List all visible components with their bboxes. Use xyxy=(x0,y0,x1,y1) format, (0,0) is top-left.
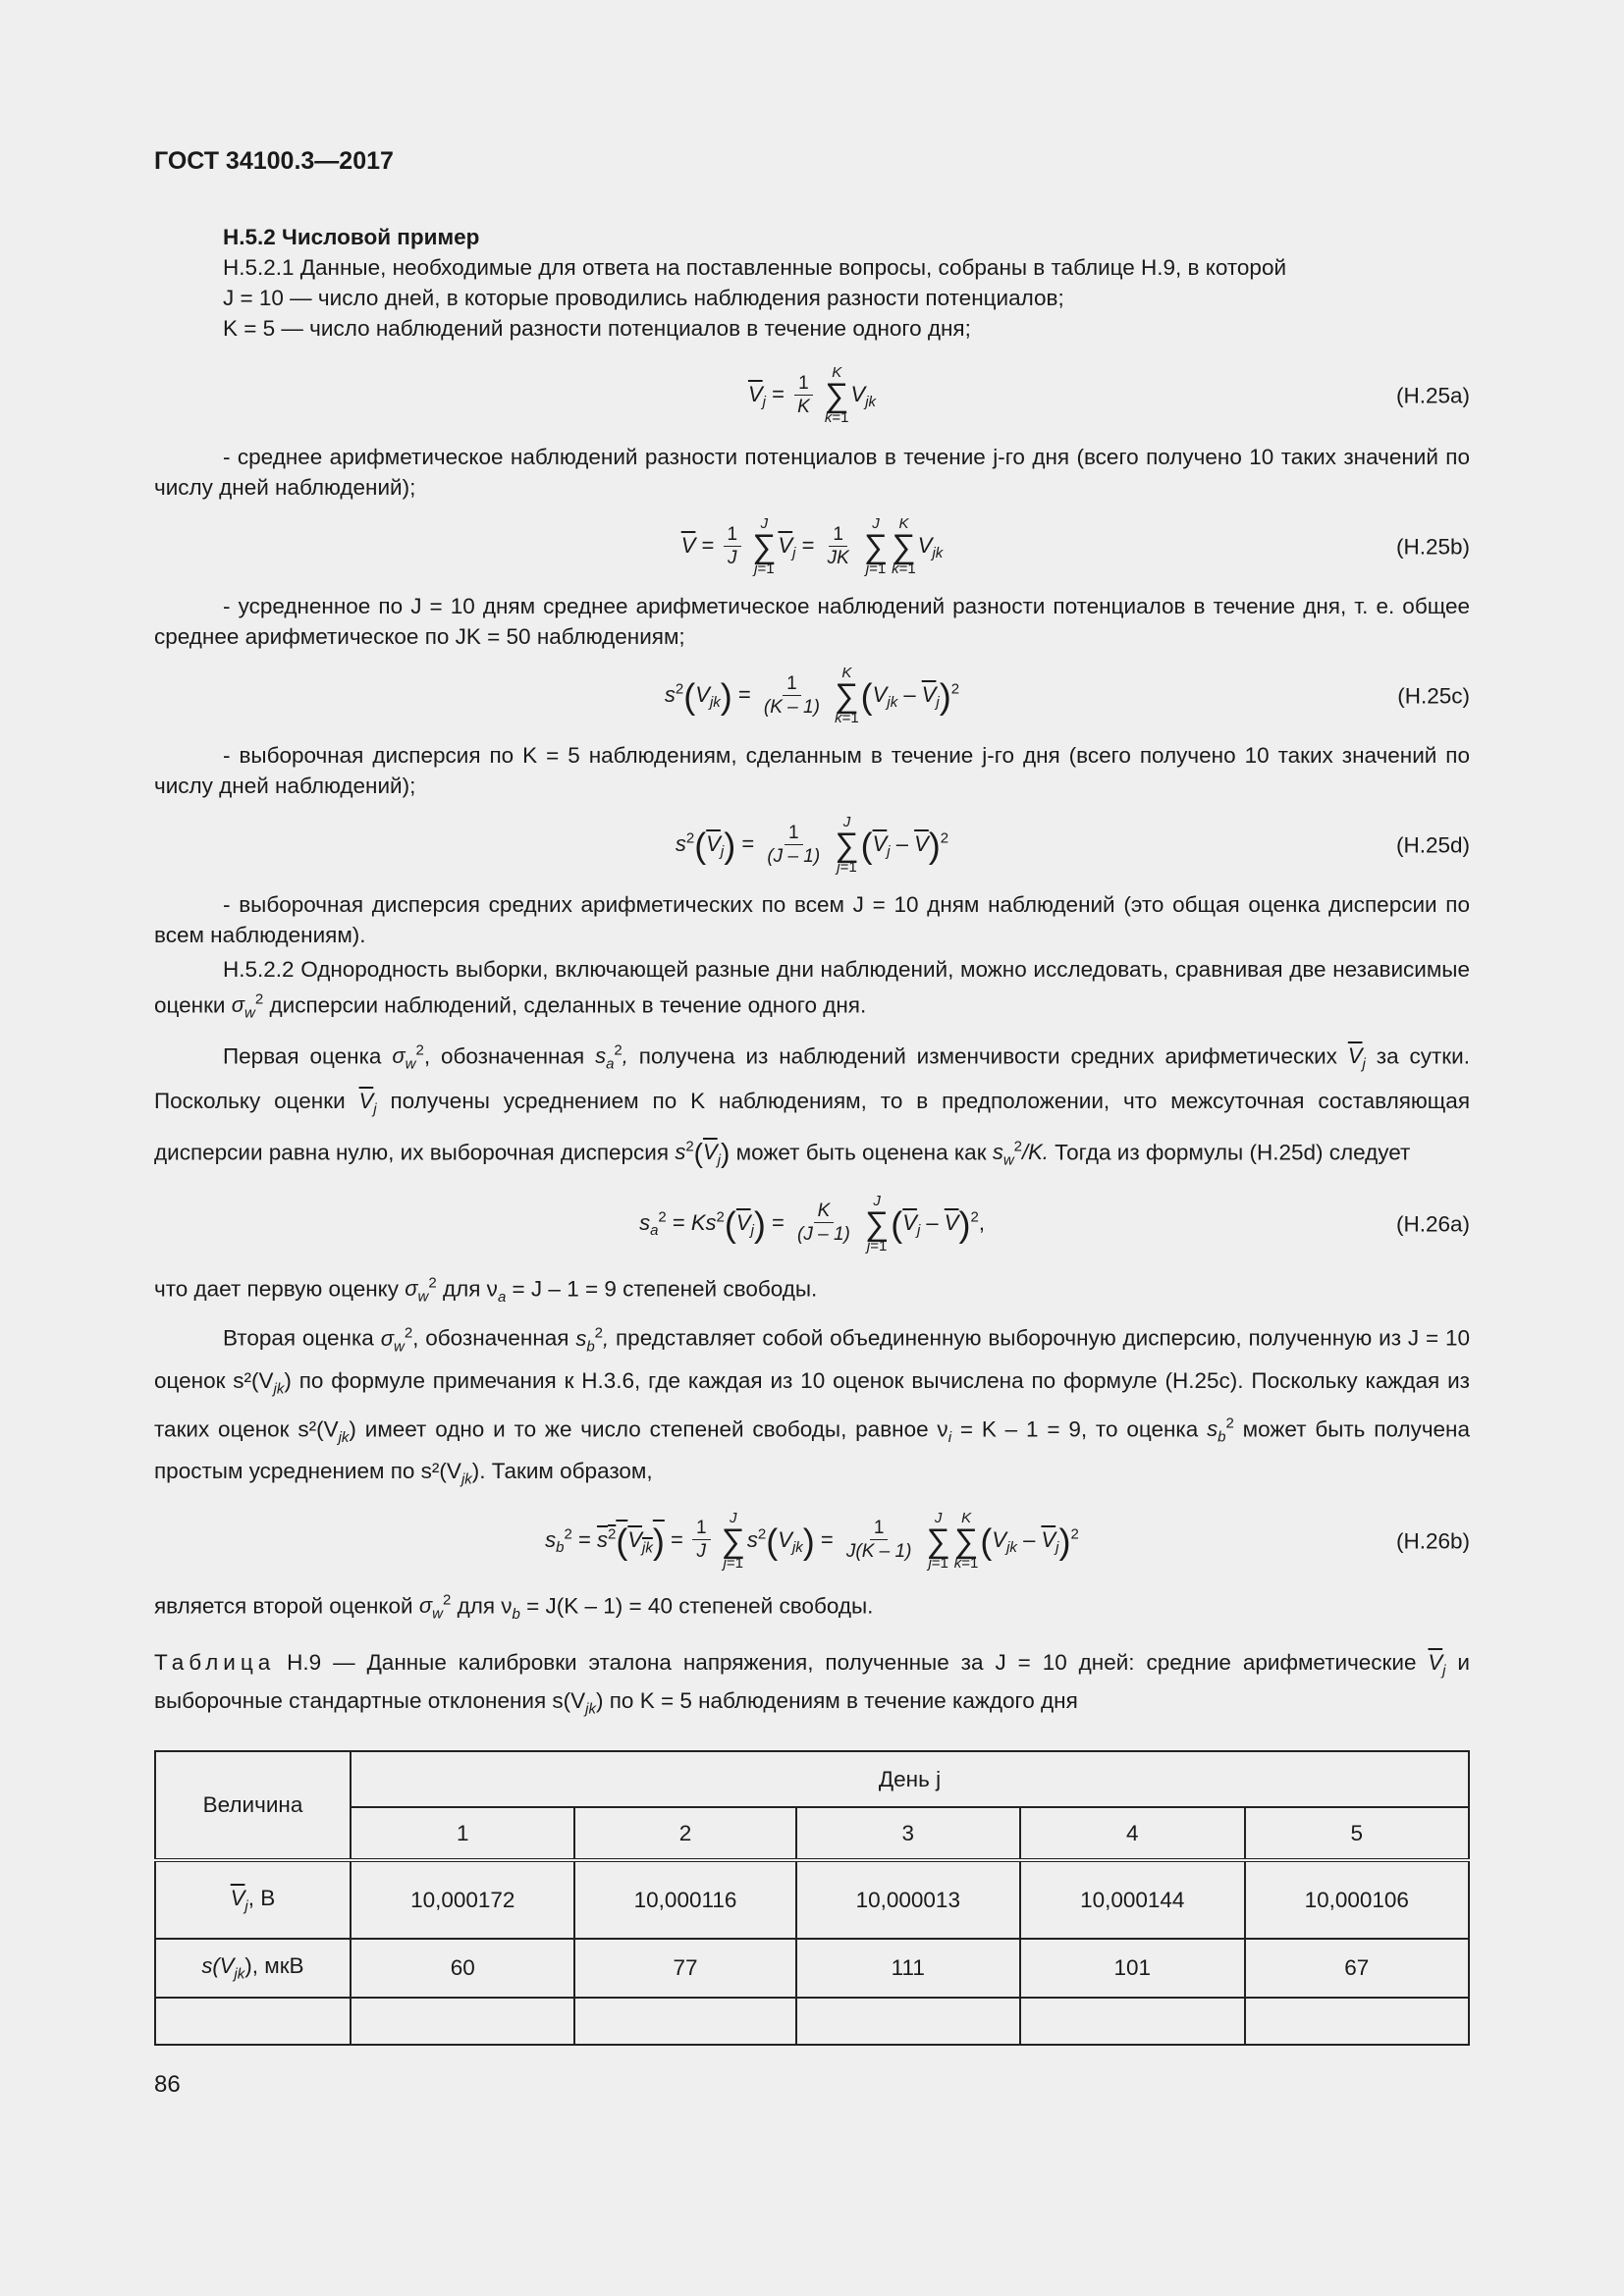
equation-number: (Н.25a) xyxy=(1395,383,1470,408)
table-cell: 101 xyxy=(1020,1939,1244,1998)
day-cell: 4 xyxy=(1020,1807,1244,1860)
table-cell: 10,000013 xyxy=(796,1860,1020,1939)
paragraph-variance-means: - выборочная дисперсия средних арифметических по всем J = 10 дням наблюдений (это общая оценка дисперсии по всем наблюдениям). xyxy=(154,892,1470,947)
equation-number: (Н.25d) xyxy=(1395,832,1470,858)
section-heading: Н.5.2 Числовой пример xyxy=(223,225,480,249)
calibration-table xyxy=(154,1750,1470,2046)
paragraph-j-definition: J = 10 — число дней, в которые проводились наблюдения разности потенциалов; xyxy=(223,286,1064,310)
equation-h26a: $s_a^2 = Ks^2(\overline{V}_j)$ = $\frac{K}{(J - 1)}$ J ∑ j=1 $(\overline{V}_j - \overline{V})^2$, (Н.26a) xyxy=(639,1192,1470,1255)
empty-cell xyxy=(1245,1998,1470,2045)
equation-number: (Н.25b) xyxy=(1395,534,1470,560)
paragraph-sample-variance: - выборочная дисперсия по K = 5 наблюдениям, сделанным в течение j-го дня (всего получено 10 таких значений по числу дней наблюдений); xyxy=(154,743,1470,798)
equation-h25d: $s^2(\overline{V}_j)$ = $\frac{1}{(J - 1)}$ J ∑ j=1 $(\overline{V}_j - \overline{V})^2$ (Н.25d) xyxy=(675,814,1470,876)
empty-cell xyxy=(1020,1998,1244,2045)
empty-cell xyxy=(796,1998,1020,2045)
day-cell: 2 xyxy=(574,1807,795,1860)
empty-cell xyxy=(155,1998,351,2045)
empty-cell xyxy=(351,1998,574,2045)
table-cell: 10,000116 xyxy=(574,1860,795,1939)
header-day: День j xyxy=(351,1751,1469,1807)
paragraph-overall-mean: - усредненное по J = 10 дням среднее арифметическое наблюдений разности потенциалов в течение дня, т. е. общее среднее арифметическое по JK = 50 наблюдениям; xyxy=(154,594,1470,649)
document-header: ГОСТ 34100.3—2017 xyxy=(154,147,394,175)
paragraph-mean-day: - среднее арифметическое наблюдений разности потенциалов в течение j-го дня (всего получено 10 таких значений по числу дней наблюдений); xyxy=(154,445,1470,500)
day-cell: 1 xyxy=(351,1807,574,1860)
row-label-stddev: $s(V_{jk})$, мкВ xyxy=(155,1939,351,1998)
header-quantity: Величина xyxy=(155,1751,351,1860)
equation-number: (Н.26a) xyxy=(1395,1211,1470,1237)
table-cell: 60 xyxy=(351,1939,574,1998)
document-body xyxy=(154,222,1470,1725)
equation-h26b: $s_b^2 = s^2(V_{jk})$ = $\frac{1}{J}$ J ∑ j=1 $s^2(V_{jk})$ = $\frac{1}{J(K - 1)}$ J ∑ j=1 K ∑ k=1 $(V_{jk} - \overline{V}_j)^2$ (Н.26b) xyxy=(545,1509,1470,1572)
paragraph-second-estimate: Вторая оценка $\sigma_w^2$, обозначенная $s_b^2$, представляет собой объединенную выборочную дисперсию, полученную из J = 10 оценок $s^2(V_{jk})$ по формуле примечания к Н.3.6, где каждая из 10 оценок вычислена по формуле (Н.25c). Поскольку каждая из таких оценок $s^2(V_{jk})$ имеет одно и то же число степеней свободы, равное $\nu_i = K - 1 = 9$, то оценка $s_b^2$ может быть получена простым усреднением по $s^2(V_{jk})$. Таким образом, xyxy=(154,1324,1470,1488)
equation-h25b: $\overline{V}$ = $\frac{1}{J}$ J ∑ j=1 $\overline{V}_j$ = $\frac{1}{JK}$ J ∑ j=1 K ∑ k=1 $V_{jk}$ (Н.25b) xyxy=(680,515,1470,577)
day-cell: 3 xyxy=(796,1807,1020,1860)
equation-h25c: $s^2(V_{jk})$ = $\frac{1}{(K - 1)}$ K ∑ k=1 $(V_{jk} - \overline{V}_j)^2$ (Н.25c) xyxy=(664,665,1470,726)
page-number: 86 xyxy=(154,2071,181,2098)
table-cell: 10,000106 xyxy=(1245,1860,1470,1939)
table-cell: 77 xyxy=(574,1939,795,1998)
paragraph-h522: Н.5.2.2 Однородность выборки, включающей разные дни наблюдений, можно исследовать, сравнивая две независимые оценки $\sigma_w^2$ дисперсии наблюдений, сделанных в течение одного дня. xyxy=(154,957,1470,1022)
day-cell: 5 xyxy=(1245,1807,1470,1860)
paragraph-k-definition: K = 5 — число наблюдений разности потенциалов в течение одного дня; xyxy=(223,316,971,341)
empty-cell xyxy=(574,1998,795,2045)
row-label-mean: $\overline{V}_j$, В xyxy=(155,1860,351,1939)
equation-number: (Н.26b) xyxy=(1395,1528,1470,1554)
table-caption: Таблица Н.9 — Данные калибровки эталона напряжения, полученные за J = 10 дней: средние арифметические $\overline{V}_j$ и выборочные стандартные отклонения $s(V_{jk})$ по K = 5 наблюдениям в течение каждого дня xyxy=(154,1649,1470,1718)
paragraph-first-estimate: Первая оценка $\sigma_w^2$, обозначенная $s_a^2$, получена из наблюдений изменчивости средних арифметических $\overline{V}_j$ за сутки. Поскольку оценки $\overline{V}_j$ получены усреднением по K наблюдениям, то в предположении, что межсуточная составляющая дисперсии равна нулю, их выборочная дисперсия $s^2(\overline{V}_j)$ может быть оценена как $s_w^2/K$. Тогда из формулы (Н.25d) следует xyxy=(154,1041,1471,1169)
paragraph-h521: Н.5.2.1 Данные, необходимые для ответа на поставленные вопросы, собраны в таблице Н.9, в которой xyxy=(223,255,1287,280)
equation-h25a: $\overline{V}_j$ = $\frac{1}{K}$ K ∑ k=1 $V_{jk}$ (Н.25a) xyxy=(747,364,1470,426)
paragraph-first-dof: что дает первую оценку $\sigma_w^2$ для $\nu_a = J - 1 = 9$ степеней свободы. xyxy=(154,1274,818,1306)
equation-number: (Н.25c) xyxy=(1397,683,1470,709)
table-cell: 10,000172 xyxy=(351,1860,574,1939)
table-cell: 111 xyxy=(796,1939,1020,1998)
table-cell: 10,000144 xyxy=(1020,1860,1244,1939)
paragraph-second-dof: является второй оценкой $\sigma_w^2$ для $\nu_b = J(K - 1) = 40$ степеней свободы. xyxy=(154,1591,874,1623)
table-cell: 67 xyxy=(1245,1939,1470,1998)
